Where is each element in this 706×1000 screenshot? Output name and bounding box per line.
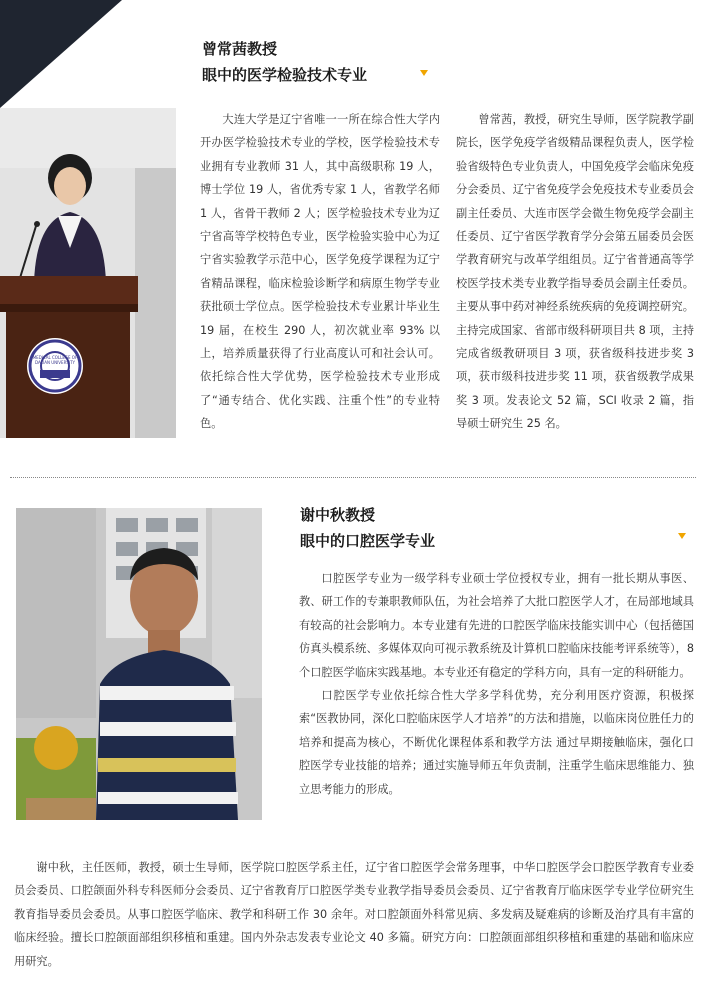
section1-bio-text	[456, 108, 694, 436]
section2-body-text	[299, 567, 694, 801]
lecturer-photo	[0, 108, 176, 438]
section1-title-subject: 眼中的医学检验技术专业	[202, 66, 368, 84]
section2-bio-text	[14, 856, 694, 973]
section2-paragraph-2: 口腔医学专业依托综合性大学多学科优势，充分利用医疗资源，积极探索“医教协同，深化口腔临床医学人才培养”的方法和措施，以临床岗位胜任力的培养和提高为核心，不断优化课程体系和教学方法 通过早期接触临床，强化口腔医学专业技能的培养；通过实施导师五年负责制，注重学生临床思维能力、独立思考能力的形成。	[299, 689, 694, 796]
section1-bio-paragraph: 曾常茜，教授，研究生导师，医学院教学副院长，医学免疫学省级精品课程负责人，医学检验省级特色专业负责人，中国免疫学会临床免疫分会委员、辽宁省免疫学会免疫技术专业委员会副主任委员、大连市医学会微生物免疫学会副主任委员、辽宁省医学教育学分会第五届委员会医学教育研究与改革学组组员。辽宁省普通高等学校医学技术类专业教学指导委员会副主任委员。主要从事中药对神经系统疾病的免疫调控研究。主持完成国家、省部市级科研项目共 8 项，主持完成省级教研项目 3 项，获省级科技进步奖 3 项，获市级科技进步奖 11 项，获省级教学成果奖 3 项。发表论文 52 篇，SCI 收录 2 篇，指导硕士研究生 25 名。	[456, 113, 694, 431]
lecturer-photo-illustration	[0, 108, 176, 438]
podium-logo-text: MEDICAL COLLEGE OF DALIAN UNIVERSITY	[32, 355, 78, 365]
triangle-marker-icon	[678, 533, 686, 539]
section2-title-name: 谢中秋教授	[300, 506, 376, 524]
professor-photo	[16, 508, 262, 820]
section2-title	[300, 502, 560, 554]
section2-bio-paragraph: 谢中秋，主任医师，教授，硕士生导师，医学院口腔医学系主任，辽宁省口腔医学会常务理事，中华口腔医学会口腔医学教育专业委员会委员、口腔颌面外科专科医师分会委员、辽宁省教育厅口腔医学类专业教学指导委员会委员、辽宁省教育厅临床医学专业学位研究生教育指导委员会委员。从事口腔医学临床、教学和科研工作 30 余年。对口腔颌面外科常见病、多发病及疑难病的诊断及治疗具有丰富的临床经验。擅长口腔颌面部组织移植和重建。国内外杂志发表专业论文 40 多篇。研究方向：口腔颌面部组织移植和重建的基础和临床应用研究。	[14, 861, 694, 968]
section1-title-name: 曾常茜教授	[202, 40, 278, 58]
section2-paragraph-1: 口腔医学专业为一级学科专业硕士学位授权专业，拥有一批长期从事医、教、研工作的专兼职教师队伍，为社会培养了大批口腔医学人才，在局部地域具有较高的社会影响力。本专业建有先进的口腔医学临床技能实训中心（包括德国仿真头模系统、多媒体双向可视示教系统及计算机口腔临床技能考评系统等），8 个口腔医学临床实践基地。本专业还有稳定的学科方向，具有一定的科研能力。	[299, 572, 694, 679]
section2-title-subject: 眼中的口腔医学专业	[300, 532, 436, 550]
section1-intro-text	[200, 108, 440, 436]
professor-photo-illustration	[16, 508, 262, 820]
section-divider	[10, 477, 696, 478]
section1-title	[202, 36, 462, 88]
triangle-marker-icon	[420, 70, 428, 76]
corner-decoration	[0, 0, 122, 108]
section1-intro-paragraph: 大连大学是辽宁省唯一一所在综合性大学内开办医学检验技术专业的学校，医学检验技术专业拥有专业教师 31 人，其中高级职称 19 人，博士学位 19 人，省优秀专家 1 人，省教学名师 1 人，省骨干教师 2 人；医学检验技术专业为辽宁省高等学校特色专业，医学检验实验中心为辽宁省实验教学示范中心，医学免疫学课程为辽宁省精品课程，临床检验诊断学和病原生物学专业获批硕士学位点。医学检验技术专业累计毕业生 19 届，在校生 290 人，初次就业率 93% 以上，培养质量获得了行业高度认可和社会认可。依托综合性大学优势，医学检验技术专业形成了“通专结合、优化实践、注重个性”的专业特色。	[200, 113, 440, 431]
